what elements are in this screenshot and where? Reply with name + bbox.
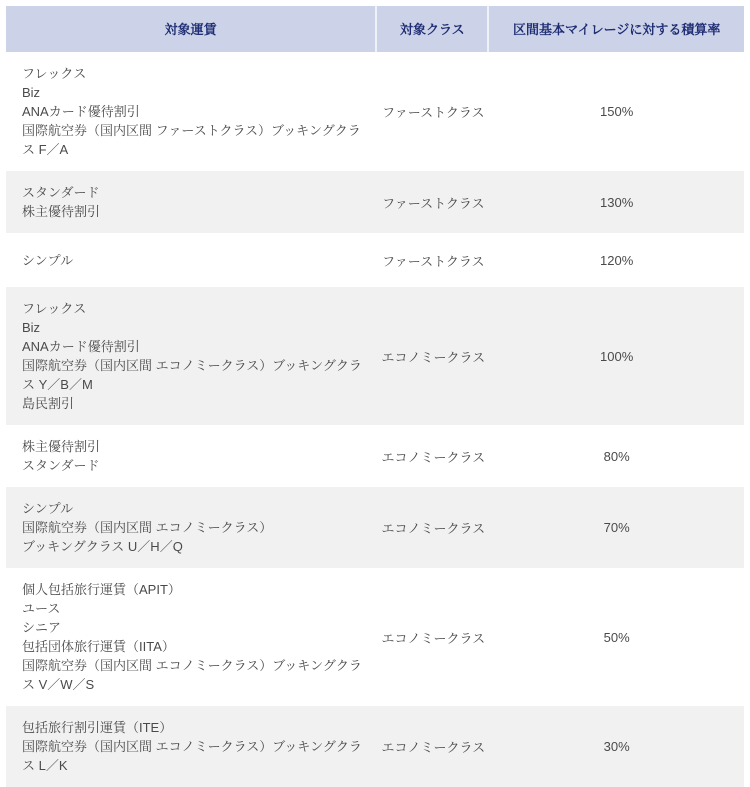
- rate-cell: 120%: [600, 252, 634, 268]
- fare-name: 国際航空券（国内区間 ファーストクラス）ブッキングクラス F／A: [22, 123, 361, 157]
- fare-name: ANAカード優待割引: [22, 104, 140, 119]
- fare-cell: [6, 233, 377, 287]
- table-row: [6, 487, 744, 568]
- rate-cell: 150%: [600, 104, 634, 119]
- table-row: [6, 706, 744, 787]
- table-row: [6, 233, 744, 287]
- table-body: [6, 52, 744, 787]
- fare-name: 国際航空券（国内区間 エコノミークラス）ブッキングクラス Y／B／M: [22, 358, 362, 392]
- fare-cell: [6, 171, 377, 233]
- fare-name: 国際航空券（国内区間 エコノミークラス）ブッキングクラス L／K: [22, 739, 362, 773]
- rate-cell: 50%: [603, 629, 630, 645]
- column-header-rate: 区間基本マイレージに対する積算率: [512, 21, 721, 37]
- rate-cell: 70%: [603, 520, 630, 535]
- fare-cell: [6, 568, 377, 706]
- fare-name: 株主優待割引: [22, 439, 101, 454]
- mileage-accrual-rate-table: [6, 6, 744, 787]
- table-row: [6, 425, 744, 487]
- class-cell: ファーストクラス: [382, 195, 485, 211]
- fare-name: ブッキングクラス U／H／Q: [22, 539, 183, 554]
- fare-name: 包括団体旅行運賃（IITA）: [22, 639, 175, 654]
- fare-name: 株主優待割引: [22, 204, 101, 219]
- fare-cell: [6, 487, 377, 568]
- class-cell: ファーストクラス: [382, 105, 485, 120]
- table-row: [6, 287, 744, 425]
- fare-name: Biz: [22, 85, 41, 100]
- fare-name: 島民割引: [22, 396, 75, 411]
- table-row: [6, 52, 744, 171]
- fare-name: スタンダード: [22, 185, 100, 200]
- fare-name: シンプル: [22, 501, 74, 516]
- fare-name: フレックス: [22, 301, 87, 316]
- rate-cell: 100%: [600, 348, 634, 364]
- fare-name: 国際航空券（国内区間 エコノミークラス）ブッキングクラス V／W／S: [22, 658, 362, 692]
- class-cell: エコノミークラス: [381, 630, 486, 646]
- rate-cell: 30%: [603, 739, 630, 754]
- fare-name: Biz: [22, 320, 41, 335]
- class-cell: エコノミークラス: [381, 349, 486, 365]
- fare-cell: [6, 287, 377, 425]
- fare-name: ANAカード優待割引: [22, 339, 140, 354]
- fare-cell: [6, 425, 377, 487]
- fare-name: 個人包括旅行運賃（APIT）: [22, 582, 181, 597]
- fare-cell: [6, 52, 377, 171]
- rate-cell: 80%: [603, 448, 630, 464]
- fare-name: 包括旅行割引運賃（ITE）: [22, 720, 173, 735]
- table-row: [6, 171, 744, 233]
- class-cell: ファーストクラス: [382, 253, 485, 269]
- column-header-class: 対象クラス: [377, 6, 489, 52]
- table-header-row: [6, 6, 744, 52]
- column-header-fare: 対象運賃: [6, 6, 377, 52]
- fare-name: フレックス: [22, 66, 87, 81]
- fare-name: シニア: [22, 620, 62, 635]
- class-cell: エコノミークラス: [381, 740, 486, 755]
- fare-name: シンプル: [22, 252, 74, 268]
- rate-cell: 130%: [600, 194, 634, 210]
- fare-name: スタンダード: [22, 458, 100, 473]
- fare-name: 国際航空券（国内区間 エコノミークラス）: [22, 520, 273, 535]
- fare-name: ユース: [22, 601, 61, 616]
- class-cell: エコノミークラス: [381, 449, 486, 465]
- table-row: [6, 568, 744, 706]
- fare-cell: [6, 706, 377, 787]
- class-cell: エコノミークラス: [381, 521, 486, 536]
